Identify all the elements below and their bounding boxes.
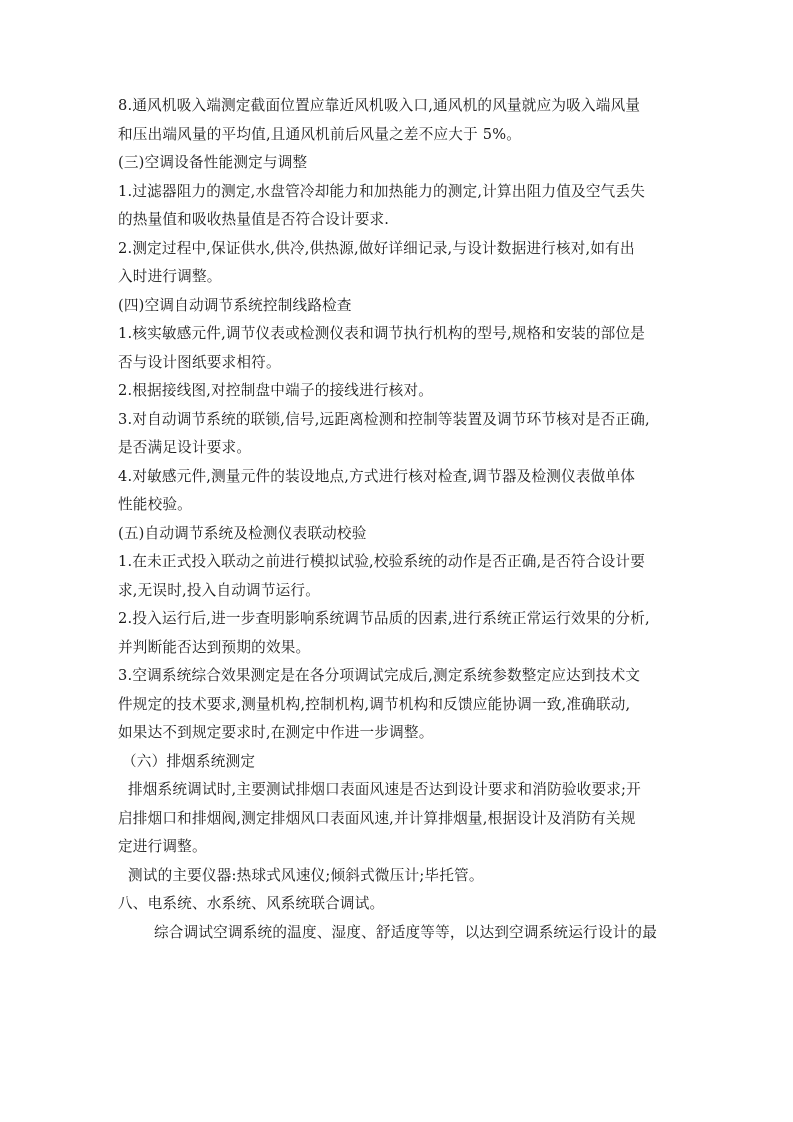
paragraph-4-1 [118,320,718,377]
paragraph-4-4 [118,463,718,520]
heading-text: （六）排烟系统测定 [122,752,256,770]
text-line: 入时进行调整。 [118,268,222,285]
text-line: 求,无误时,投入自动调节运行。 [118,581,320,599]
text-line: 件规定的技术要求,测量机构,控制机构,调节机构和反馈应能协调一致,准确联动, [118,695,631,713]
text-line: 是否满足设计要求。 [118,439,252,456]
text-line: 2.根据接线图,对控制盘中端子的接线进行核对。 [118,382,434,399]
text-line: 1.核实敏感元件,调节仪表或检测仪表和调节执行机构的型号,规格和安装的部位是 [118,325,645,342]
paragraph-8-1 [118,919,718,948]
text-line: 4.对敏感元件,测量元件的装设地点,方式进行核对检查,调节器及检测仪表做单体 [118,467,636,485]
paragraph-5-2 [118,605,718,662]
paragraph-6-2 [118,862,718,891]
text-line: 并判断能否达到预期的效果。 [118,638,311,656]
text-line: 如果达不到规定要求时,在测定中作进一步调整。 [118,724,434,741]
section-heading-3 [118,149,718,178]
text-line: 3.对自动调节系统的联锁,信号,远距离检测和控制等装置及调节环节核对是否正确, [118,410,650,428]
heading-text: (五)自动调节系统及检测仪表联动校验 [118,524,367,542]
text-line: 1.过滤器阻力的测定,水盘管冷却能力和加热能力的测定,计算出阻力值及空气丢失 [118,182,645,200]
text-line: 3.空调系统综合效果测定是在各分项调试完成后,测定系统参数整定应达到技术文 [118,667,641,684]
paragraph-4-2 [118,377,718,406]
paragraph-3-2 [118,235,718,292]
text-line: 否与设计图纸要求相符。 [118,353,281,371]
paragraph-item-8 [118,92,718,149]
heading-text: (三)空调设备性能测定与调整 [118,154,308,171]
text-line: 的热量值和吸收热量值是否符合设计要求. [118,211,390,228]
text-line: 启排烟口和排烟阀,测定排烟风口表面风速,并计算排烟量,根据设计及消防有关规 [118,809,636,827]
text-line: 和压出端风量的平均值,且通风机前后风量之差不应大于 5%。 [118,125,522,143]
text-line: 2.投入运行后,进一步查明影响系统调节品质的因素,进行系统正常运行效果的分析, [118,610,650,627]
paragraph-5-3 [118,662,718,748]
paragraph-6-1 [118,776,718,862]
section-heading-8 [118,890,718,919]
text-line: 测试的主要仪器:热球式风速仪;倾斜式微压计;毕托管。 [128,866,484,884]
text-line: 综合调试空调系统的温度、湿度、舒适度等等，以达到空调系统运行设计的最 [154,923,657,941]
document-body [118,92,718,947]
section-heading-6 [118,748,718,777]
text-line: 2.测定过程中,保证供水,供冷,供热源,做好详细记录,与设计数据进行核对,如有出 [118,239,635,257]
text-line: 1.在未正式投入联动之前进行模拟试验,校验系统的动作是否正确,是否符合设计要 [118,553,645,570]
paragraph-3-1 [118,178,718,235]
text-line: 性能校验。 [118,496,192,513]
paragraph-4-3 [118,406,718,463]
section-heading-4 [118,292,718,321]
section-heading-5 [118,520,718,549]
paragraph-5-1 [118,548,718,605]
text-line: 定进行调整。 [118,838,207,855]
heading-text: 八、电系统、水系统、风系统联合调试。 [118,895,385,912]
text-line: 8.通风机吸入端测定截面位置应靠近风机吸入口,通风机的风量就应为吸入端风量 [118,97,641,114]
text-line: 排烟系统调试时,主要测试排烟口表面风速是否达到设计要求和消防验收要求;开 [128,781,641,798]
heading-text: (四)空调自动调节系统控制线路检查 [118,296,352,314]
